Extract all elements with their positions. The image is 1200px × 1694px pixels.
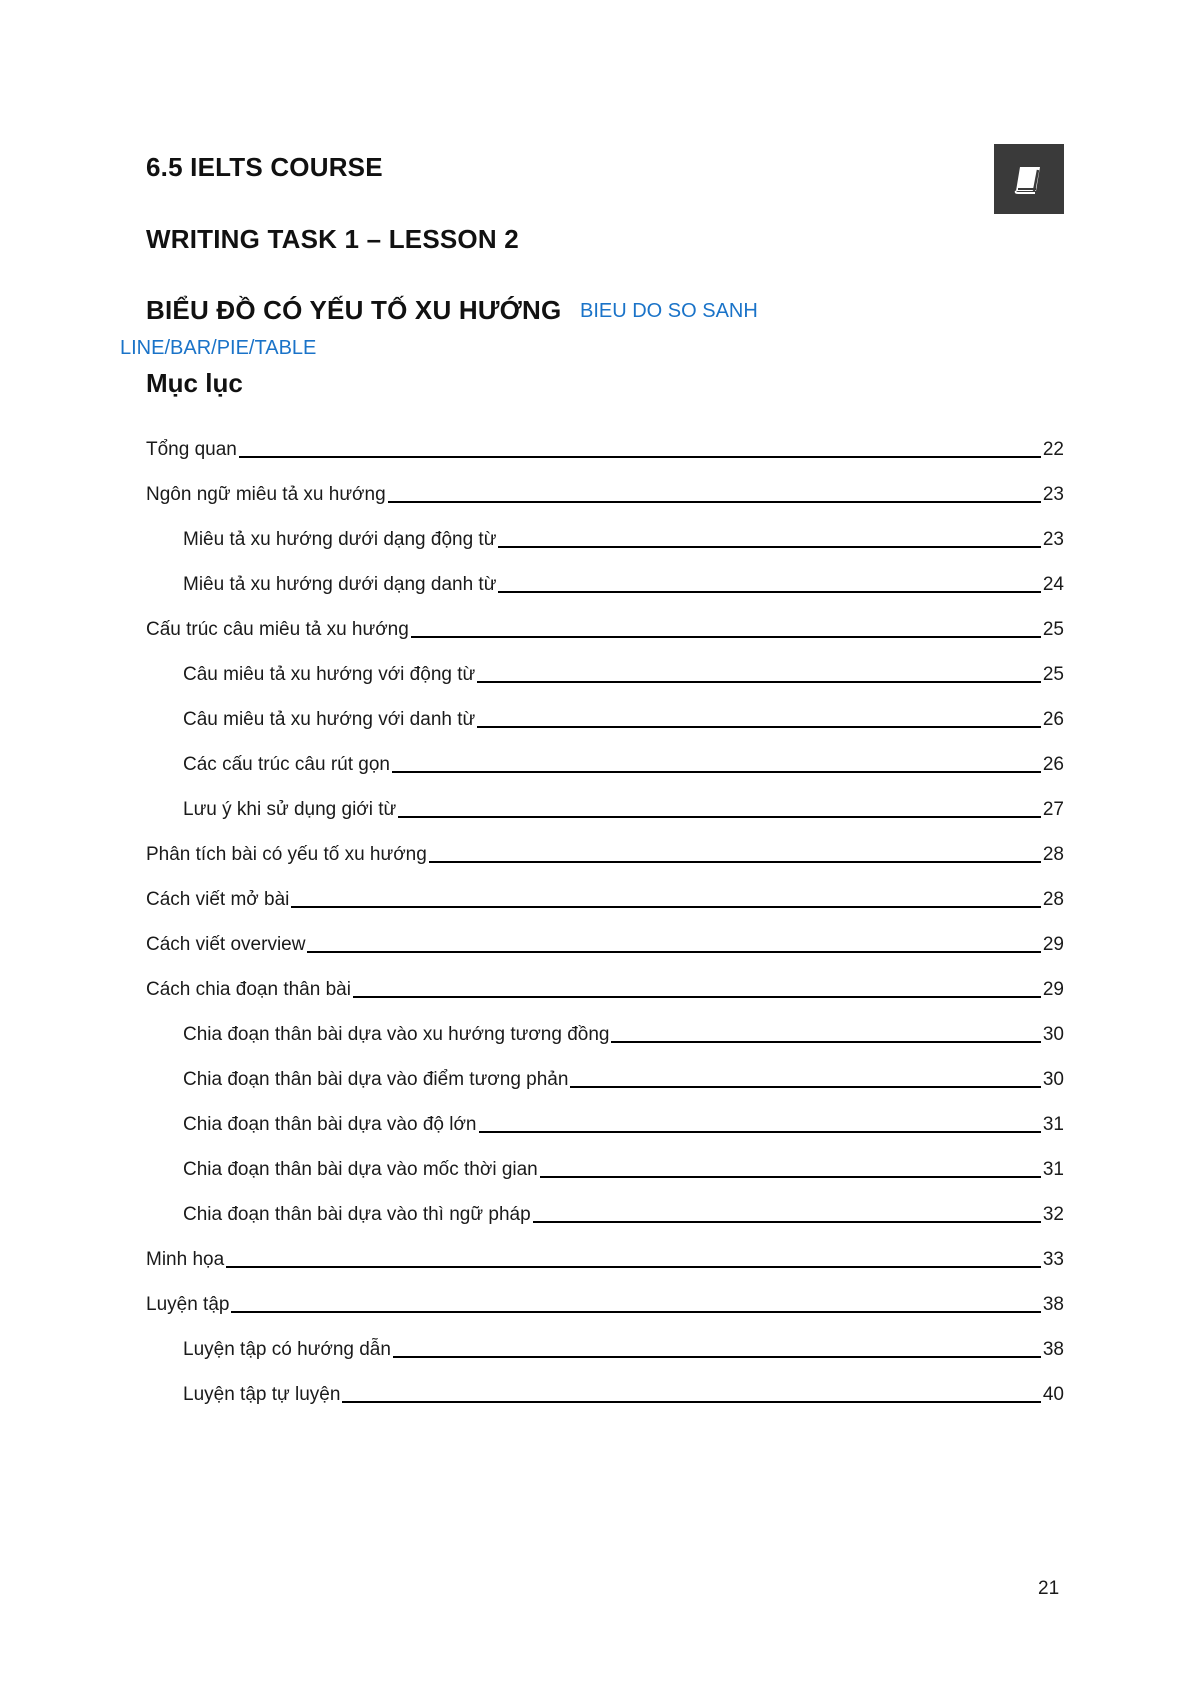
toc-entry-text: Luyện tập tự luyện [183, 1384, 341, 1405]
toc-leader-line [570, 1085, 1040, 1088]
annotation-note-line1: BIEU DO SO SANH [580, 300, 758, 322]
toc-entry[interactable] [183, 748, 1064, 778]
toc-entry-page: 22 [1042, 439, 1064, 460]
toc-leader-line [393, 1355, 1041, 1358]
toc-entry-page: 25 [1042, 619, 1064, 640]
toc-leader-line [477, 680, 1041, 683]
course-title: 6.5 IELTS COURSE [146, 152, 383, 182]
book-icon [1009, 159, 1049, 199]
toc-entry[interactable] [146, 433, 1064, 463]
toc-entry-page: 24 [1042, 574, 1064, 595]
toc-entry-text: Chia đoạn thân bài dựa vào điểm tương phản [183, 1069, 569, 1090]
toc-leader-line [291, 905, 1040, 908]
toc-entry[interactable] [146, 838, 1064, 868]
toc-entry-text: Câu miêu tả xu hướng với động từ [183, 664, 476, 685]
toc-entry[interactable] [183, 703, 1064, 733]
annotation-note-line2: LINE/BAR/PIE/TABLE [120, 337, 317, 359]
toc-entry-text: Luyện tập có hướng dẫn [183, 1339, 391, 1360]
toc-leader-line [498, 590, 1040, 593]
toc-entry-text: Cách viết mở bài [146, 889, 290, 910]
toc-entry[interactable] [183, 793, 1064, 823]
toc-leader-line [477, 725, 1041, 728]
toc-entry-text: Chia đoạn thân bài dựa vào thì ngữ pháp [183, 1204, 531, 1225]
toc-entry-page: 38 [1042, 1339, 1064, 1360]
toc-entry-text: Miêu tả xu hướng dưới dạng danh từ [183, 574, 497, 595]
lesson-title: WRITING TASK 1 – LESSON 2 [146, 224, 519, 254]
toc-entry-page: 31 [1042, 1114, 1064, 1135]
toc-leader-line [231, 1310, 1040, 1313]
toc-entry-page: 29 [1042, 979, 1064, 1000]
toc-leader-line [540, 1175, 1041, 1178]
toc-entry[interactable] [146, 1288, 1064, 1318]
toc-entry-text: Luyện tập [146, 1294, 230, 1315]
toc-leader-line [342, 1400, 1040, 1403]
toc-entry-page: 33 [1042, 1249, 1064, 1270]
toc-entry-text: Cách chia đoạn thân bài [146, 979, 351, 1000]
toc-leader-line [479, 1130, 1041, 1133]
toc-entry-page: 30 [1042, 1024, 1064, 1045]
toc-entry-text: Cách viết overview [146, 934, 306, 955]
toc-entry[interactable] [183, 1333, 1064, 1363]
toc-entry[interactable] [146, 883, 1064, 913]
toc-entry-page: 26 [1042, 709, 1064, 730]
toc-leader-line [398, 815, 1041, 818]
toc-leader-line [533, 1220, 1041, 1223]
toc-entry-page: 30 [1042, 1069, 1064, 1090]
toc-entry[interactable] [146, 973, 1064, 1003]
toc-entry[interactable] [146, 1243, 1064, 1273]
toc-entry[interactable] [183, 1108, 1064, 1138]
toc-entry-page: 28 [1042, 889, 1064, 910]
toc-entry[interactable] [183, 1198, 1064, 1228]
toc-entry[interactable] [146, 478, 1064, 508]
toc-entry-text: Câu miêu tả xu hướng với danh từ [183, 709, 476, 730]
toc-entry[interactable] [183, 658, 1064, 688]
toc-entry-text: Minh họa [146, 1249, 225, 1270]
toc-entry-page: 38 [1042, 1294, 1064, 1315]
toc-entry-text: Chia đoạn thân bài dựa vào độ lớn [183, 1114, 477, 1135]
toc-leader-line [611, 1040, 1040, 1043]
toc-title: Mục lục [146, 368, 243, 398]
toc-entry[interactable] [183, 1063, 1064, 1093]
toc-entry[interactable] [146, 928, 1064, 958]
toc-entry-text: Tổng quan [146, 439, 237, 460]
toc-entry-page: 40 [1042, 1384, 1064, 1405]
toc-entry-page: 31 [1042, 1159, 1064, 1180]
toc-entry[interactable] [146, 613, 1064, 643]
toc-entry-page: 23 [1042, 529, 1064, 550]
toc-entry-page: 27 [1042, 799, 1064, 820]
toc-entry-text: Miêu tả xu hướng dưới dạng động từ [183, 529, 497, 550]
toc-entry-text: Lưu ý khi sử dụng giới từ [183, 799, 397, 820]
toc-entry-page: 23 [1042, 484, 1064, 505]
toc-leader-line [307, 950, 1040, 953]
toc-entry-page: 32 [1042, 1204, 1064, 1225]
logo-badge [994, 144, 1064, 214]
toc-leader-line [353, 995, 1041, 998]
toc-leader-line [388, 500, 1041, 503]
toc-leader-line [411, 635, 1041, 638]
toc-leader-line [429, 860, 1041, 863]
toc-leader-line [498, 545, 1040, 548]
page-number: 21 [1038, 1578, 1060, 1599]
toc-entry-page: 28 [1042, 844, 1064, 865]
toc-entry-page: 25 [1042, 664, 1064, 685]
toc-entry[interactable] [183, 568, 1064, 598]
toc-leader-line [392, 770, 1041, 773]
toc-entry[interactable] [183, 1378, 1064, 1408]
toc-entry-text: Ngôn ngữ miêu tả xu hướng [146, 484, 386, 505]
toc-entry-text: Các cấu trúc câu rút gọn [183, 754, 390, 775]
toc-entry-text: Chia đoạn thân bài dựa vào mốc thời gian [183, 1159, 538, 1180]
toc-leader-line [226, 1265, 1041, 1268]
toc-leader-line [239, 455, 1041, 458]
toc-entry[interactable] [183, 1153, 1064, 1183]
toc-entry-text: Chia đoạn thân bài dựa vào xu hướng tương đồng [183, 1024, 610, 1045]
section-title: BIỂU ĐỒ CÓ YẾU TỐ XU HƯỚNG [146, 295, 562, 325]
toc-entry-text: Cấu trúc câu miêu tả xu hướng [146, 619, 409, 640]
toc-entry-page: 29 [1042, 934, 1064, 955]
toc-entry-page: 26 [1042, 754, 1064, 775]
toc-entry[interactable] [183, 523, 1064, 553]
toc-entry-text: Phân tích bài có yếu tố xu hướng [146, 844, 427, 865]
toc-entry[interactable] [183, 1018, 1064, 1048]
